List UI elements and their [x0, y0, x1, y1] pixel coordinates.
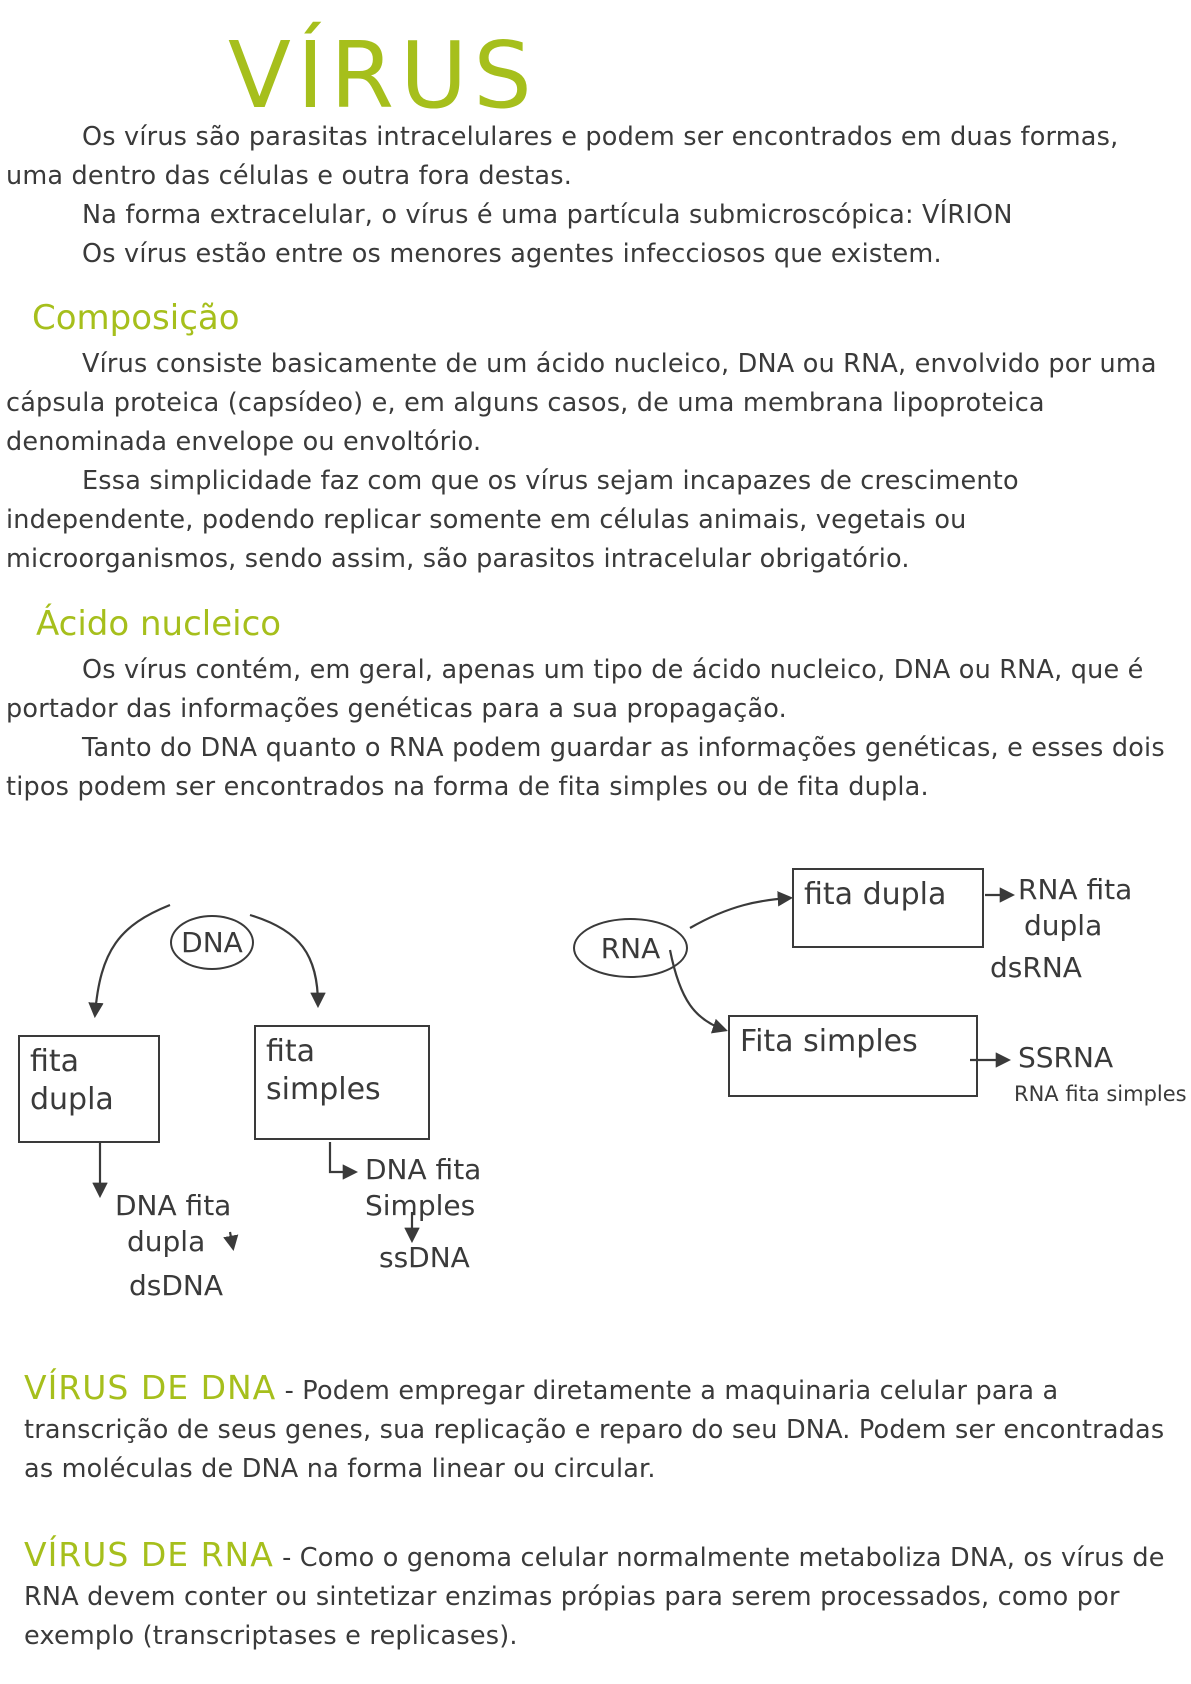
composicao-heading: Composição — [32, 298, 240, 338]
virus-dna-section — [6, 1368, 1181, 1489]
ssrna-label: SSRNA — [1018, 1041, 1114, 1074]
composicao-paragraph-1: Vírus consiste basicamente de um ácido nucleico, DNA ou RNA, envolvido por uma cápsula proteica (capsídeo) e, em alguns casos, de uma membrana lipoproteica denominada envelope ou envoltório. — [6, 349, 1157, 457]
dna-fita-dupla-result — [115, 1188, 231, 1304]
composicao-paragraph-2: Essa simplicidade faz com que os vírus sejam incapazes de crescimento independente, podendo replicar somente em células animais, vegetais ou microorganismos, sendo assim, são parasitos intracelular obrigatório. — [6, 466, 1019, 574]
acido-paragraph-2: Tanto do DNA quanto o RNA podem guardar as informações genéticas, e esses dois tipos podem ser encontrados na forma de fita simples ou de fita dupla. — [6, 733, 1165, 802]
intro-paragraph-3: Os vírus estão entre os menores agentes infecciosos que existem. — [82, 239, 942, 269]
virus-dna-heading: VÍRUS DE DNA — [24, 1368, 277, 1407]
virus-dna-text: - Podem empregar diretamente a maquinaria celular para a transcrição de seus genes, sua replicação e reparo do seu DNA. Podem ser encontradas as moléculas de DNA na forma linear ou circular. — [24, 1376, 1165, 1484]
page-title: VÍRUS — [228, 22, 538, 129]
dna-fita-dupla-box: fita dupla — [18, 1035, 160, 1143]
dna-fita-dupla-label: DNA fita — [115, 1189, 232, 1222]
rna-fita-simples-label: RNA fita simples — [1014, 1082, 1187, 1106]
arrow-rna-to-fita-dupla — [690, 898, 790, 928]
acido-heading: Ácido nucleico — [36, 604, 282, 644]
arrow-dna-to-fita-simples — [250, 915, 318, 1005]
dsrna-label: dsRNA — [990, 951, 1082, 984]
rna-dupla-label: dupla — [1024, 909, 1103, 942]
dsdna-label: dsDNA — [129, 1269, 224, 1302]
rna-fita-dupla-box: fita dupla — [792, 868, 984, 948]
arrow-dna-to-fita-dupla — [95, 905, 170, 1015]
dna-dupla-label: dupla — [127, 1225, 206, 1258]
rna-fita-dupla-result — [990, 872, 1133, 986]
dna-node: DNA — [170, 915, 254, 970]
intro-paragraph-2: Na forma extracelular, o vírus é uma partícula submicroscópica: VÍRION — [82, 200, 1013, 230]
dna-fita-simples-result — [365, 1152, 481, 1276]
ssdna-label: ssDNA — [379, 1241, 470, 1274]
rna-node: RNA — [573, 918, 688, 978]
arrow-fita-simples-to-result — [330, 1142, 355, 1172]
dna-simples-label: Simples — [365, 1189, 476, 1222]
rna-fita-simples-box: Fita simples — [728, 1015, 978, 1097]
dna-fita-simples-label: DNA fita — [365, 1153, 482, 1186]
virus-rna-heading: VÍRUS DE RNA — [24, 1535, 274, 1574]
virus-rna-text: - Como o genoma celular normalmente metaboliza DNA, os vírus de RNA devem conter ou sintetizar enzimas própias para serem processados, como por exemplo (transcriptases e replicases). — [24, 1543, 1165, 1651]
dna-fita-simples-box: fita simples — [254, 1025, 430, 1140]
acido-paragraph-1: Os vírus contém, em geral, apenas um tipo de ácido nucleico, DNA ou RNA, que é portador das informações genéticas para a sua propagação. — [6, 655, 1144, 724]
rna-fita-dupla-label: RNA fita — [1018, 873, 1133, 906]
virus-rna-section — [6, 1535, 1181, 1656]
intro-paragraph-1: Os vírus são parasitas intracelulares e podem ser encontrados em duas formas, uma dentro das células e outra fora destas. — [6, 122, 1119, 191]
rna-fita-simples-result — [1014, 1040, 1187, 1112]
